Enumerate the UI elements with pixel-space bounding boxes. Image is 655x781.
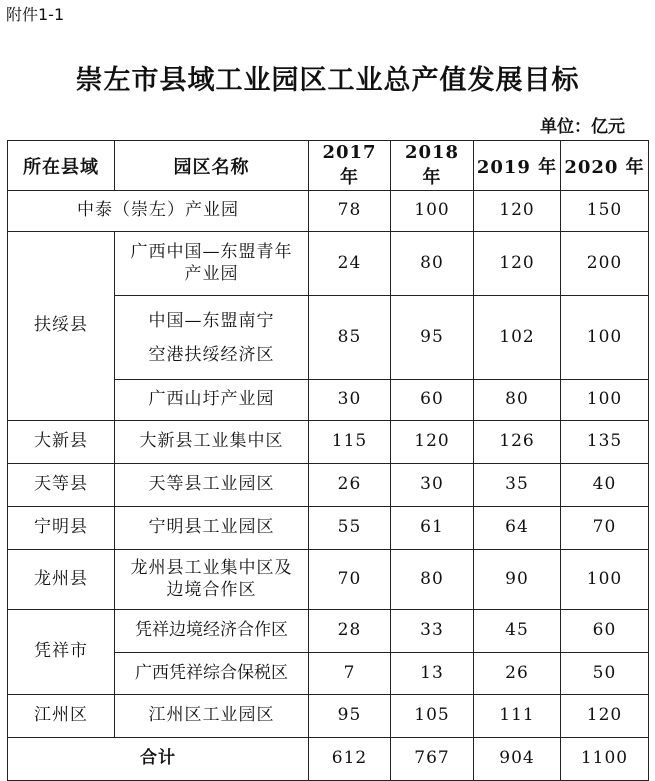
value-2017: 70	[309, 550, 391, 610]
page-title: 崇左市县域工业园区工业总产值发展目标	[75, 65, 580, 96]
county-name: 凭祥市	[8, 610, 115, 695]
value-2019: 80	[474, 380, 561, 421]
value-2020: 135	[561, 421, 649, 464]
value-2017: 85	[309, 296, 391, 380]
county-name: 宁明县	[8, 507, 115, 550]
park-name: 宁明县工业园区	[115, 507, 309, 550]
park-name: 广西中国—东盟青年产业园	[115, 232, 309, 296]
table-row	[8, 695, 649, 738]
value-2020: 70	[561, 507, 649, 550]
value-2018: 61	[391, 507, 474, 550]
value-2018: 105	[391, 695, 474, 738]
value-2020: 50	[561, 653, 649, 695]
table-row	[8, 507, 649, 550]
value-2017: 95	[309, 695, 391, 738]
park-name: 中泰（崇左）产业园	[8, 191, 309, 232]
value-2018: 100	[391, 191, 474, 232]
value-2019: 120	[474, 232, 561, 296]
value-2018: 95	[391, 296, 474, 380]
value-2018: 80	[391, 232, 474, 296]
value-2019: 102	[474, 296, 561, 380]
value-2017: 115	[309, 421, 391, 464]
value-2020: 120	[561, 695, 649, 738]
value-2019: 64	[474, 507, 561, 550]
header-county: 所在县域	[8, 141, 115, 191]
value-2019: 35	[474, 464, 561, 507]
value-2017: 78	[309, 191, 391, 232]
value-2017: 28	[309, 610, 391, 653]
park-name: 天等县工业园区	[115, 464, 309, 507]
table-header-row	[8, 141, 649, 191]
county-name: 大新县	[8, 421, 115, 464]
header-2020: 2020 年	[561, 141, 649, 191]
value-2020: 100	[561, 380, 649, 421]
value-2017: 30	[309, 380, 391, 421]
total-2020: 1100	[561, 738, 649, 781]
value-2020: 60	[561, 610, 649, 653]
header-2017: 2017 年	[309, 141, 391, 191]
value-2019: 120	[474, 191, 561, 232]
county-name: 扶绥县	[8, 232, 115, 421]
value-2019: 126	[474, 421, 561, 464]
value-2018: 13	[391, 653, 474, 695]
value-2019: 26	[474, 653, 561, 695]
total-2017: 612	[309, 738, 391, 781]
value-2017: 24	[309, 232, 391, 296]
total-2018: 767	[391, 738, 474, 781]
targets-table	[7, 140, 649, 781]
value-2020: 150	[561, 191, 649, 232]
table-row	[8, 232, 649, 296]
value-2017: 26	[309, 464, 391, 507]
park-name: 中国—东盟南宁空港扶绥经济区	[115, 296, 309, 380]
header-2018: 2018 年	[391, 141, 474, 191]
value-2020: 40	[561, 464, 649, 507]
value-2019: 111	[474, 695, 561, 738]
header-park: 园区名称	[115, 141, 309, 191]
table-row	[8, 464, 649, 507]
value-2018: 33	[391, 610, 474, 653]
value-2019: 90	[474, 550, 561, 610]
park-name: 大新县工业集中区	[115, 421, 309, 464]
table-row	[8, 191, 649, 232]
park-name: 江州区工业园区	[115, 695, 309, 738]
value-2017: 7	[309, 653, 391, 695]
table-row	[8, 421, 649, 464]
value-2018: 80	[391, 550, 474, 610]
county-name: 天等县	[8, 464, 115, 507]
value-2020: 200	[561, 232, 649, 296]
value-2020: 100	[561, 550, 649, 610]
table-row	[8, 550, 649, 610]
unit-label: 单位：亿元	[540, 117, 625, 137]
park-name: 凭祥边境经济合作区	[115, 610, 309, 653]
value-2019: 45	[474, 610, 561, 653]
total-row	[8, 738, 649, 781]
park-name: 广西山圩产业园	[115, 380, 309, 421]
value-2018: 60	[391, 380, 474, 421]
park-name: 广西凭祥综合保税区	[115, 653, 309, 695]
table-row	[8, 610, 649, 653]
value-2017: 55	[309, 507, 391, 550]
county-name: 江州区	[8, 695, 115, 738]
total-label: 合计	[8, 738, 309, 781]
header-2019: 2019 年	[474, 141, 561, 191]
park-name: 龙州县工业集中区及边境合作区	[115, 550, 309, 610]
county-name: 龙州县	[8, 550, 115, 610]
value-2018: 30	[391, 464, 474, 507]
attachment-label: 附件1-1	[6, 5, 65, 24]
value-2018: 120	[391, 421, 474, 464]
value-2020: 100	[561, 296, 649, 380]
total-2019: 904	[474, 738, 561, 781]
